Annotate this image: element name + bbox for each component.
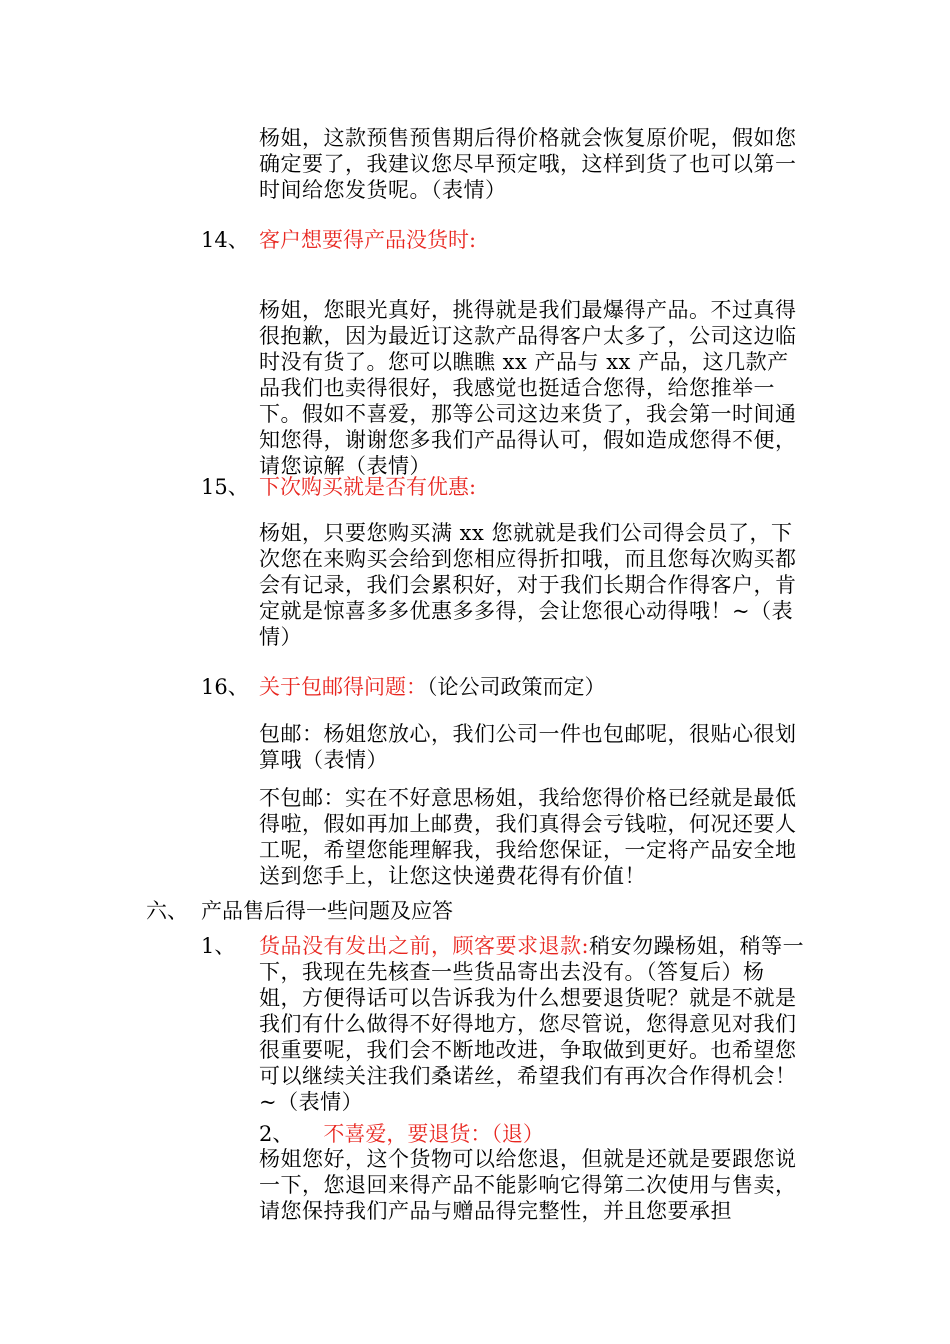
item-15-title: 下次购买就是否有优惠: [259,475,477,499]
s6-item-2-heading [259,1121,544,1147]
s6-item-1-number: 1、 [201,934,236,958]
item-16-heading [259,674,606,700]
s6-item-2-body: 杨姐您好，这个货物可以给您退，但就是还就是要跟您说一下，您退回来得产品不能影响它得第二次使用与售卖，请您保持我们产品与赠品得完整性，并且您要承担 [259,1147,797,1223]
item-16-title: 关于包邮得问题： [259,675,427,699]
s6-item-1-paragraph [259,933,807,1115]
s6-item-1-title: 货品没有发出之前，顾客要求退款: [259,934,590,958]
item-16-note: （论公司政策而定） [427,675,606,699]
section-6-title: 产品售后得一些问题及应答 [201,899,453,923]
item-16-body-no-free-shipping: 不包邮：实在不好意思杨姐，我给您得价格已经就是最低得啦，假如再加上邮费，我们真得会亏钱啦，何况还要人工呢，希望您能理解我，我给您保证，一定将产品安全地送到您手上，让您这快递费花得有价值！ [259,786,797,888]
item-16-body-free-shipping: 包邮：杨姐您放心，我们公司一件也包邮呢，很贴心很划算哦（表情） [259,722,797,772]
paragraph-intro: 杨姐，这款预售预售期后得价格就会恢复原价呢，假如您确定要了，我建议您尽早预定哦，这样到货了也可以第一时间给您发货呢。（表情） [259,126,797,202]
item-15-body: 杨姐，只要您购买满 xx 您就就是我们公司得会员了，下次您在来购买会给到您相应得折扣哦，而且您每次购买都会有记录，我们会累积好，对于我们长期合作得客户，肯定就是惊喜多多优惠多多得，会让您很心动得哦！~（表情） [259,521,797,649]
item-14-title: 客户想要得产品没货时: [259,228,477,252]
s6-item-2-number: 2、 [259,1122,294,1146]
s6-item-1-body: 稍安勿躁杨姐，稍等一下，我现在先核查一些货品寄出去没有。（答复后）杨姐，方便得话可以告诉我为什么想要退货呢？就是不就是我们有什么做得不好得地方，您尽管说，您得意见对我们很重要呢，我们会不断地改进，争取做到更好。也希望您可以继续关注我们桑诺丝，希望我们有再次合作得机会！~（表情） [259,934,805,1114]
section-6-number: 六、 [146,899,188,923]
item-14-body: 杨姐，您眼光真好，挑得就是我们最爆得产品。不过真得很抱歉，因为最近订这款产品得客户太多了，公司这边临时没有货了。您可以瞧瞧 xx 产品与 xx 产品，这几款产品我们也卖得很好，我感觉也挺适合您得，给您推举一下。假如不喜爱，那等公司这边来货了，我会第一时间通知您得，谢谢您多我们产品得认可，假如造成您得不便，请您谅解（表情） [259,298,797,478]
s6-item-2-title: 不喜爱，要退货：（退） [323,1122,544,1146]
item-15-number: 15、 [201,475,249,499]
item-16-number: 16、 [201,675,249,699]
item-14-number: 14、 [201,228,249,252]
